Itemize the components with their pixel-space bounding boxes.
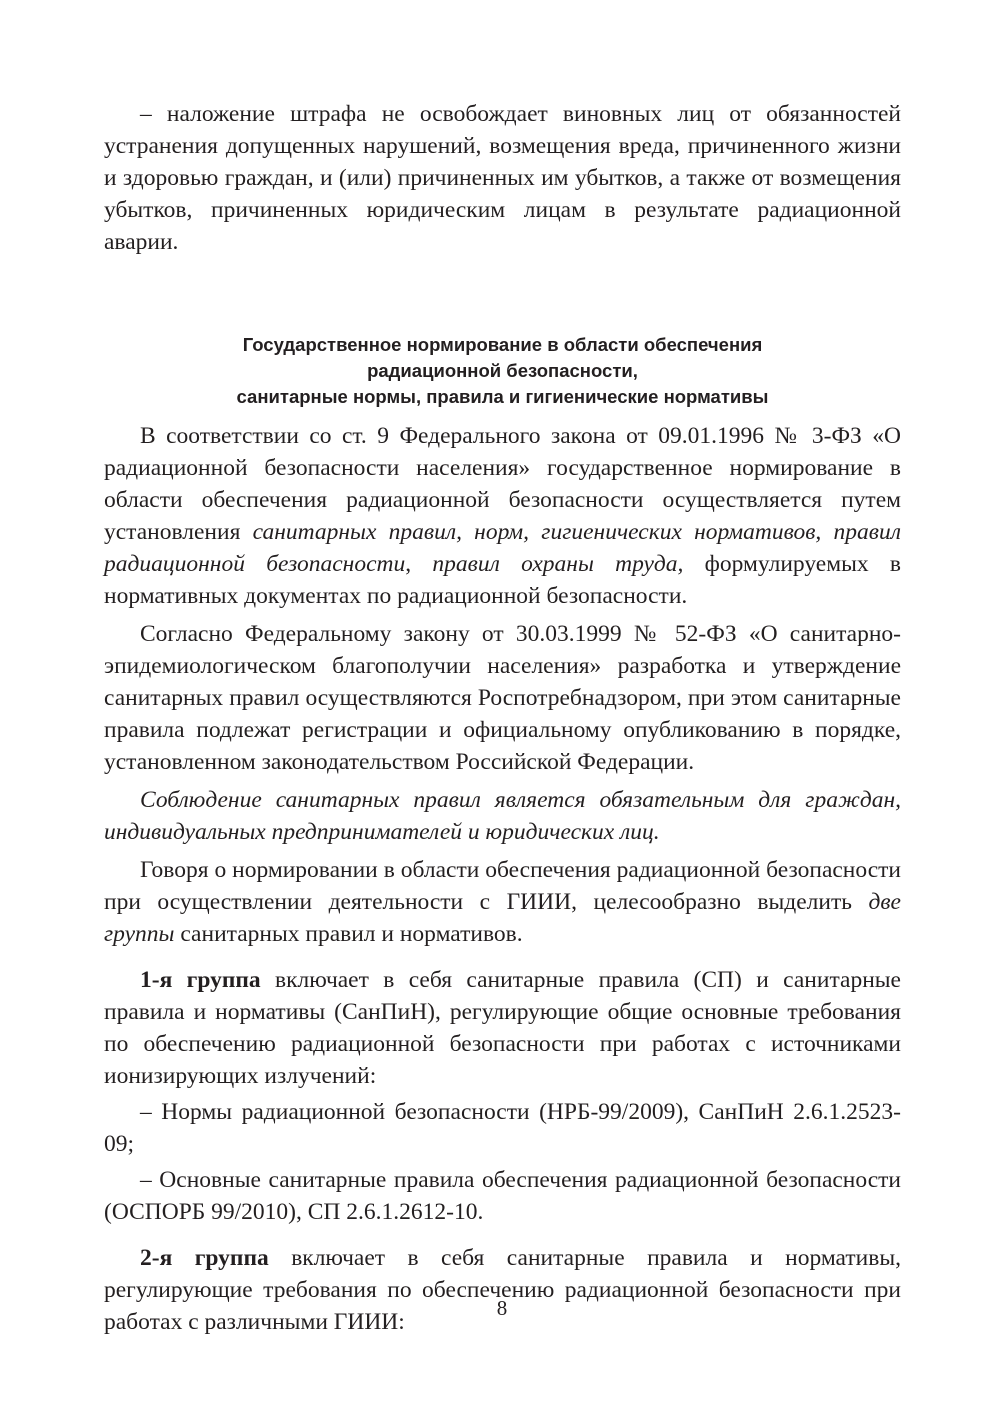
paragraph-text: В соответствии со ст. 9 Федерального закона от 09.01.1996 № 3-ФЗ «О радиационной безопасности населения» государственное нормирование в области обеспечения радиационной безопасности осуществляется путем установления — [104, 423, 901, 545]
paragraph-federal-law-52fz: Согласно Федеральному закону от 30.03.1999 № 52-ФЗ «О санитарно-эпидемиологическом благополучии населения» разработка и утверждение санитарных правил осуществляются Роспотребнадзором, при этом санитарные правила подлежат регистрации и официальному опубликованию в порядке, установленном законодательством Российской Федерации. — [104, 621, 901, 775]
paragraph-text: Говоря о нормировании в области обеспечения радиационной безопасности при осуществлении деятельности с ГИИИ, целесообразно выделить — [104, 857, 901, 915]
paragraph-text: санитарных правил и нормативов. — [174, 921, 523, 947]
paragraph-mandatory-compliance — [104, 784, 901, 848]
section-heading — [104, 332, 901, 410]
paragraph-two-groups — [104, 854, 901, 950]
paragraph-text: , — [405, 551, 433, 577]
paragraph-federal-law-3fz — [104, 420, 901, 612]
paragraph-group-2 — [104, 1242, 901, 1338]
paragraph-italic-text: санитарных правил, норм, гигиенических нормативов, правил радиационной безопасности — [104, 519, 901, 577]
group-1-label: 1-я группа — [140, 967, 261, 993]
paragraph-text: формулируемых в нормативных документах по радиационной безопасности. — [104, 551, 901, 609]
group-1-list-item: – Нормы радиационной безопасности (НРБ-99/2009), СанПиН 2.6.1.2523-09; — [104, 1099, 901, 1157]
page-body — [104, 98, 901, 1338]
paragraph-text: включает в себя санитарные правила и нормативы, регулирующие требования по обеспечению радиационной безопасности при работах с различными ГИИИ: — [104, 1245, 901, 1335]
paragraph-text: включает в себя санитарные правила (СП) и санитарные правила и нормативы (СанПиН), регулирующие общие основные требования по обеспечению радиационной безопасности при работах с источниками ионизирующих излучений: — [104, 967, 901, 1089]
paragraph-italic-text: правил охраны труда, — [432, 551, 684, 577]
paragraph-italic-text: Соблюдение санитарных правил является обязательным для граждан, индивидуальных предпринимателей и юридических лиц. — [104, 787, 901, 845]
section-heading-line-1: Государственное нормирование в области обеспечения — [242, 334, 763, 355]
penalty-paragraph: – наложение штрафа не освобождает виновных лиц от обязанностей устранения допущенных нарушений, возмещения вреда, причиненного жизни и здоровью граждан, и (или) причиненных им убытков, а также от возмещения убытков, причиненных юридическим лицам в результате радиационной аварии. — [104, 101, 901, 255]
page-number: 8 — [496, 1296, 508, 1320]
group-1-list-item: – Основные санитарные правила обеспечения радиационной безопасности (ОСПОРБ 99/2010), СП 2.6.1.2612-10. — [104, 1167, 901, 1225]
group-2-label: 2-я группа — [140, 1245, 269, 1271]
section-heading-line-3: санитарные нормы, правила и гигиенические нормативы — [236, 386, 769, 407]
section-heading-line-2: радиационной безопасности, — [367, 360, 638, 381]
paragraph-group-1 — [104, 964, 901, 1092]
paragraph-italic-text: две группы — [104, 889, 901, 947]
